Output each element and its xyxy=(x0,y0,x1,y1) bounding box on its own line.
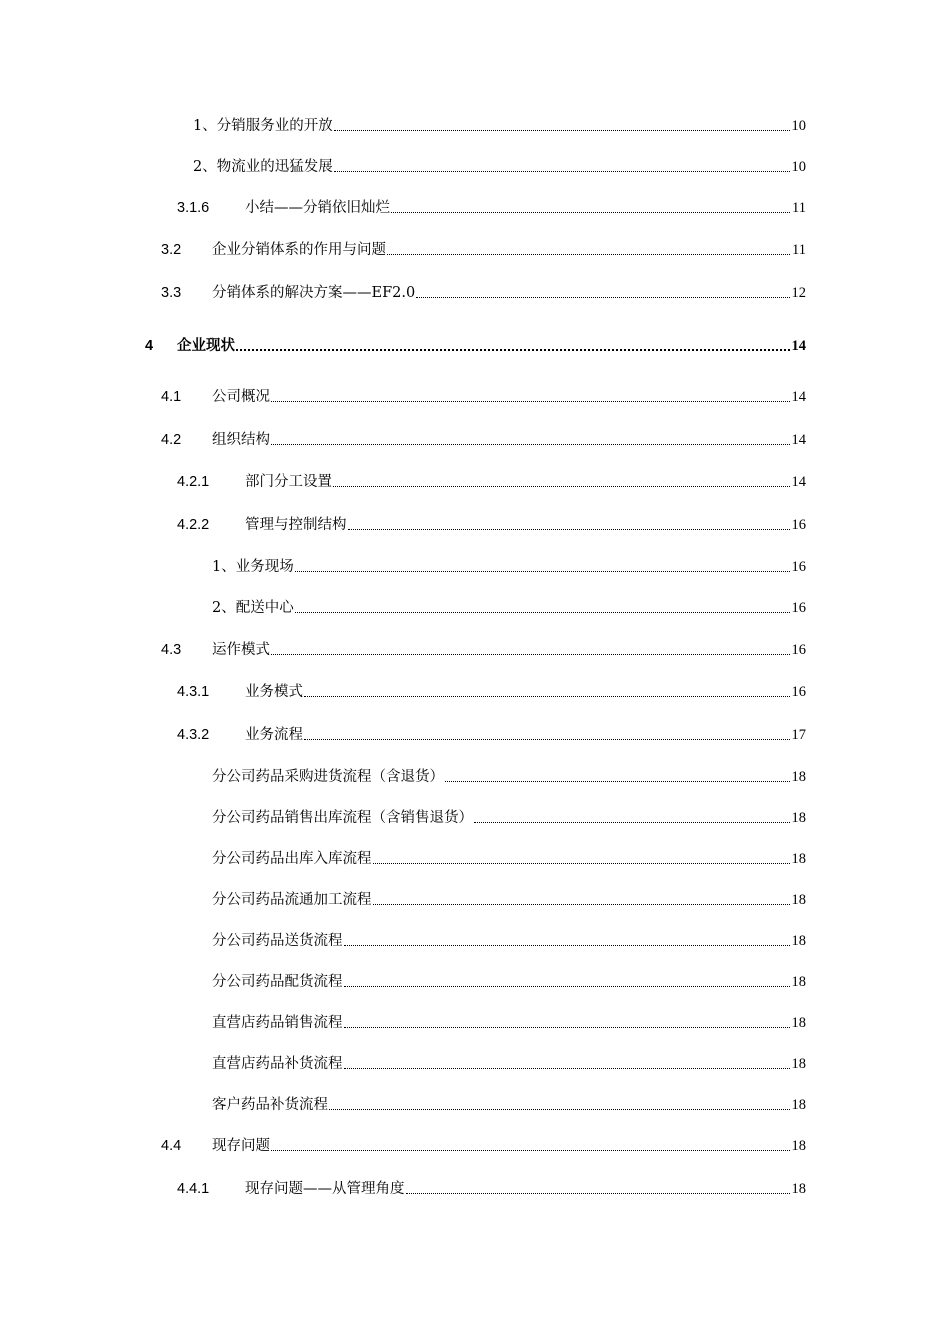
toc-entry[interactable] xyxy=(0,115,806,137)
toc-entry-body xyxy=(193,156,806,178)
toc-entry[interactable] xyxy=(0,639,806,661)
toc-entry-page: 16 xyxy=(791,600,806,616)
toc-entry-title: 管理与控制结构 xyxy=(245,517,347,533)
toc-entry-body xyxy=(212,848,806,870)
toc-entry-title: 2、配送中心 xyxy=(212,600,294,616)
toc-entry-number: 4.3.1 xyxy=(177,684,210,700)
toc-entry-number: 4 xyxy=(145,338,154,354)
toc-entry[interactable] xyxy=(0,197,806,219)
dot-leader xyxy=(334,130,790,131)
toc-entry-number: 4.3.2 xyxy=(177,727,210,743)
toc-entry-page: 18 xyxy=(791,974,806,990)
toc-entry-page: 11 xyxy=(792,200,806,216)
toc-entry-page: 18 xyxy=(791,851,806,867)
toc-entry[interactable] xyxy=(0,556,806,578)
dot-leader xyxy=(416,297,789,298)
toc-entry[interactable] xyxy=(0,429,806,451)
toc-entry-title: 小结——分销依旧灿烂 xyxy=(245,200,390,216)
dot-leader xyxy=(271,1150,790,1151)
toc-entry[interactable] xyxy=(0,1135,806,1157)
toc-entry-body xyxy=(212,597,806,619)
toc-entry-page: 12 xyxy=(791,285,806,301)
toc-entry-page: 16 xyxy=(791,684,806,700)
toc-entry[interactable] xyxy=(0,1178,806,1200)
dot-leader xyxy=(304,696,790,697)
dot-leader xyxy=(333,486,790,487)
dot-leader xyxy=(271,654,790,655)
toc-entry[interactable] xyxy=(0,156,806,178)
toc-entry-number: 3.1.6 xyxy=(177,200,210,216)
toc-entry-page: 18 xyxy=(791,769,806,785)
dot-leader xyxy=(344,945,790,946)
toc-entry-page: 18 xyxy=(791,1138,806,1154)
dot-leader xyxy=(373,904,790,905)
toc-entry-body xyxy=(212,807,806,829)
toc-entry-body xyxy=(212,889,806,911)
toc-entry-number: 4.3 xyxy=(161,642,182,658)
toc-entry-body xyxy=(212,1135,806,1157)
toc-entry-page: 14 xyxy=(791,474,806,490)
toc-entry-page: 17 xyxy=(791,727,806,743)
toc-entry-title: 1、分销服务业的开放 xyxy=(193,118,333,134)
dot-leader xyxy=(304,739,790,740)
toc-entry-body xyxy=(212,766,806,788)
dot-leader xyxy=(295,612,790,613)
toc-entry[interactable] xyxy=(0,239,806,261)
toc-entry[interactable] xyxy=(0,514,806,536)
toc-entry-page: 16 xyxy=(791,559,806,575)
toc-entry-body xyxy=(245,1178,806,1200)
dot-leader xyxy=(387,254,790,255)
dot-leader xyxy=(391,212,790,213)
toc-entry-page: 18 xyxy=(791,1056,806,1072)
toc-entry-page: 14 xyxy=(791,389,806,405)
toc-entry-body xyxy=(212,556,806,578)
toc-entry-title: 部门分工设置 xyxy=(245,474,332,490)
toc-entry-body xyxy=(212,971,806,993)
toc-entry-title: 运作模式 xyxy=(212,642,270,658)
toc-entry-number: 4.4 xyxy=(161,1138,182,1154)
dot-leader xyxy=(406,1193,790,1194)
toc-entry-body xyxy=(245,514,806,536)
toc-entry-title: 客户药品补货流程 xyxy=(212,1097,328,1113)
toc-entry[interactable] xyxy=(0,386,806,408)
toc-entry-body xyxy=(245,471,806,493)
toc-entry-page: 14 xyxy=(791,432,806,448)
toc-entry-title: 分公司药品送货流程 xyxy=(212,933,343,949)
toc-entry-number: 4.1 xyxy=(161,389,182,405)
toc-entry-body xyxy=(212,1094,806,1116)
toc-entry-title: 分公司药品采购进货流程（含退货） xyxy=(212,769,444,785)
toc-entry-page: 18 xyxy=(791,1015,806,1031)
toc-entry-page: 18 xyxy=(791,892,806,908)
toc-entry-page: 18 xyxy=(791,1181,806,1197)
dot-leader xyxy=(236,349,790,351)
toc-entry[interactable] xyxy=(0,597,806,619)
toc-entry-title: 直营店药品销售流程 xyxy=(212,1015,343,1031)
dot-leader xyxy=(474,822,790,823)
toc-entry[interactable] xyxy=(0,1094,806,1116)
toc-entry[interactable] xyxy=(0,471,806,493)
toc-entry[interactable] xyxy=(0,1053,806,1075)
toc-entry-title: 分公司药品流通加工流程 xyxy=(212,892,372,908)
toc-entry-body xyxy=(245,197,806,219)
dot-leader xyxy=(344,1068,790,1069)
dot-leader xyxy=(271,444,790,445)
toc-entry-title: 企业分销体系的作用与问题 xyxy=(212,242,386,258)
toc-entry-body xyxy=(177,335,806,357)
toc-entry-title: 分公司药品出库入库流程 xyxy=(212,851,372,867)
toc-entry-title: 直营店药品补货流程 xyxy=(212,1056,343,1072)
toc-entry-number: 3.2 xyxy=(161,242,182,258)
toc-entry-title: 现存问题 xyxy=(212,1138,270,1154)
toc-entry-body xyxy=(245,681,806,703)
dot-leader xyxy=(373,863,790,864)
toc-entry-body xyxy=(212,239,806,261)
toc-entry[interactable] xyxy=(0,930,806,952)
toc-entry-page: 14 xyxy=(791,338,806,354)
toc-entry-body xyxy=(212,1053,806,1075)
toc-entry-title: 1、业务现场 xyxy=(212,559,294,575)
toc-entry-page: 16 xyxy=(791,517,806,533)
toc-entry-title: 分销体系的解决方案——EF2.0 xyxy=(212,285,416,301)
toc-entry-page: 10 xyxy=(791,118,806,134)
toc-entry-body xyxy=(212,386,806,408)
dot-leader xyxy=(271,401,790,402)
toc-entry-body xyxy=(212,429,806,451)
toc-entry-body xyxy=(193,115,806,137)
toc-entry-title: 2、物流业的迅猛发展 xyxy=(193,159,333,175)
toc-entry[interactable] xyxy=(0,681,806,703)
toc-entry-title: 分公司药品配货流程 xyxy=(212,974,343,990)
toc-entry-title: 公司概况 xyxy=(212,389,270,405)
toc-entry-title: 业务流程 xyxy=(245,727,303,743)
toc-entry-number: 4.2.1 xyxy=(177,474,210,490)
toc-chapter-entry[interactable] xyxy=(0,335,806,357)
toc-entry-body xyxy=(212,639,806,661)
toc-entry[interactable] xyxy=(0,889,806,911)
toc-entry-body xyxy=(245,724,806,746)
dot-leader xyxy=(445,781,790,782)
toc-entry-title: 现存问题——从管理角度 xyxy=(245,1181,405,1197)
toc-entry-page: 10 xyxy=(791,159,806,175)
toc-entry-body xyxy=(212,1012,806,1034)
dot-leader xyxy=(329,1109,790,1110)
toc-entry-body xyxy=(212,930,806,952)
toc-entry-page: 11 xyxy=(792,242,806,258)
toc-entry-number: 4.4.1 xyxy=(177,1181,210,1197)
toc-entry-title: 业务模式 xyxy=(245,684,303,700)
toc-entry-title: 组织结构 xyxy=(212,432,270,448)
toc-entry-title: 分公司药品销售出库流程（含销售退货） xyxy=(212,810,473,826)
toc-entry-page: 16 xyxy=(791,642,806,658)
dot-leader xyxy=(348,529,790,530)
toc-entry-page: 18 xyxy=(791,1097,806,1113)
toc-entry-page: 18 xyxy=(791,810,806,826)
dot-leader xyxy=(334,171,790,172)
toc-entry-page: 18 xyxy=(791,933,806,949)
dot-leader xyxy=(344,1027,790,1028)
toc-entry[interactable] xyxy=(0,724,806,746)
toc-entry-number: 3.3 xyxy=(161,285,182,301)
toc-entry[interactable] xyxy=(0,848,806,870)
toc-entry[interactable] xyxy=(0,971,806,993)
toc-entry[interactable] xyxy=(0,1012,806,1034)
dot-leader xyxy=(344,986,790,987)
toc-entry-title: 企业现状 xyxy=(177,337,235,354)
toc-entry[interactable] xyxy=(0,766,806,788)
toc-entry[interactable] xyxy=(0,282,806,304)
dot-leader xyxy=(295,571,790,572)
toc-entry-number: 4.2 xyxy=(161,432,182,448)
toc-entry[interactable] xyxy=(0,807,806,829)
toc-entry-number: 4.2.2 xyxy=(177,517,210,533)
toc-entry-body xyxy=(212,282,806,304)
